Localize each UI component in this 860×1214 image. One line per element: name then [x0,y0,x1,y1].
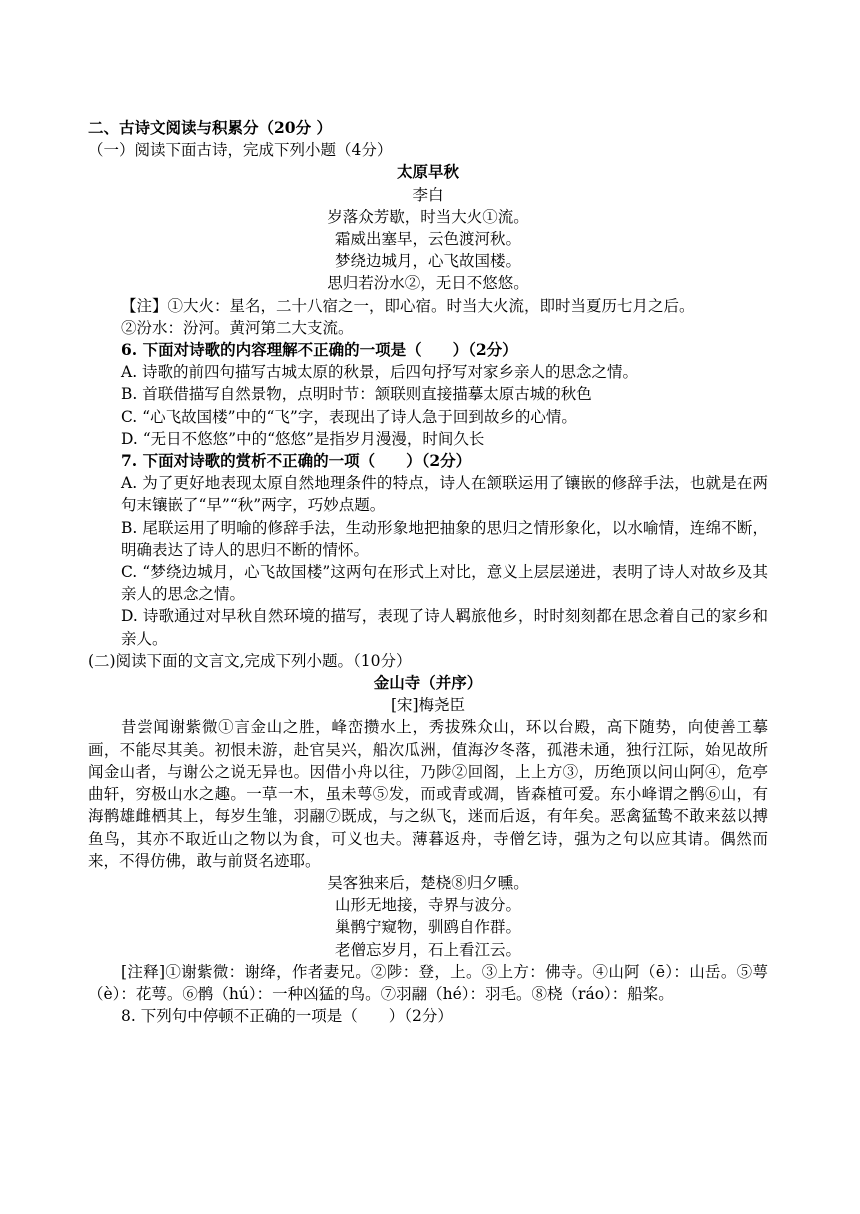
question-6-option: D. “无日不悠悠”中的“悠悠”是指岁月漫漫，时间久长 [121,429,485,448]
question-6-option: A. 诗歌的前四句描写古城太原的秋景，后四句抒写对家乡亲人的思念之情。 [121,363,639,382]
prose-notes: [注释]①谢紫微：谢绛，作者妻兄。②陟：登，上。③上方：佛寺。④山阿（ē）：山岳。⑤萼（è）：花萼。⑥鹘（hú）：一种凶猛的鸟。⑦羽翮（hé）：羽毛。⑧桡（ráo）：船桨。 [88,962,768,1003]
question-7-option: C. “梦绕边城月，心飞故国楼”这两句在形式上对比，意义上层层递进，表明了诗人对故乡及其亲人的思念之情。 [121,563,768,604]
poem-note: ②汾水：汾河。黄河第二大支流。 [121,318,354,337]
poem-line: 思归若汾水②，无日不悠悠。 [327,274,529,293]
part1-intro: （一）阅读下面古诗，完成下列小题（4分） [88,141,393,160]
question-7-option: D. 诗歌通过对早秋自然环境的描写，表现了诗人羁旅他乡，时时刻刻都在思念着自己的家乡和亲人。 [121,607,768,648]
poem-note: 【注】①大火：星名，二十八宿之一，即心宿。时当大火流，即时当夏历七月之后。 [121,296,695,315]
prose-poem-line: 山形无地接，寺界与波分。 [334,896,521,915]
poem-title: 太原早秋 [396,162,459,182]
question-7-option: A. 为了更好地表现太原自然地理条件的特点，诗人在颔联运用了镶嵌的修辞手法，也就是在两句末镶嵌了“早”“秋”两字，巧妙点题。 [121,474,768,515]
poem-line: 霜威出塞早，云色渡河秋。 [334,230,521,249]
question-8-stem: 8. 下列句中停顿不正确的一项是（ ）（2分） [121,1007,453,1026]
prose-preface: 昔尝闻谢紫微①言金山之胜，峰峦攒水上，秀拔殊众山，环以台殿，高下随势，向使善工摹画，不能尽其美。初恨未游，赴官吴兴，船次瓜洲，值海汐冬落，孤港未通，独行江际，始见故所闻金山者，与谢公之说无异也。因借小舟以往，乃陟②回阁，上上方③，历绝顶以问山阿④，危亭曲轩，穷极山水之趣。一草一木，虽未萼⑤发，而或青或凋，皆森植可爱。东小峰谓之鹘⑥山，有海鹘雄雌栖其上，每岁生雏，羽翮⑦既成，与之纵飞，迷而后返，有年矣。恶禽猛鸷不敢来兹以搏鱼鸟，其亦不取近山之物以为食，可义也夫。薄暮返舟，寺僧乞诗，强为之句以应其请。偶然而来，不得仿佛，敢与前贤名迹耶。 [88,718,768,870]
poem-author: 李白 [412,185,444,204]
poem-line: 梦绕边城月，心飞故国楼。 [334,252,521,271]
prose-poem-line: 巢鹘宁窥物，驯鸥自作群。 [334,918,521,937]
prose-title: 金山寺（并序） [373,673,483,693]
prose-poem-line: 吴客独来后，楚桡⑧归夕曛。 [327,873,529,892]
section-heading: 二、古诗文阅读与积累分（20分 ） [88,118,332,137]
question-6-option: C. “心飞故国楼”中的“飞”字，表现出了诗人急于回到故乡的心情。 [121,407,577,426]
question-7-option: B. 尾联运用了明喻的修辞手法，生动形象地把抽象的思归之情形象化，以水喻情，连绵不断，明确表达了诗人的思归不断的情怀。 [121,518,768,559]
prose-author: [宋]梅尧臣 [390,696,466,715]
part2-intro: (二)阅读下面的文言文,完成下列小题。（10分） [88,651,412,670]
question-6-stem: 6. 下面对诗歌的内容理解不正确的一项是（ ）（2分） [121,340,518,360]
question-7-stem: 7. 下面对诗歌的赏析不正确的一项（ ）（2分） [121,451,472,471]
exam-page [88,117,768,1027]
question-6-option: B. 首联借描写自然景物，点明时节：颔联则直接描摹太原古城的秋色 [121,385,592,404]
prose-poem-line: 老僧忘岁月，石上看江云。 [334,940,521,959]
poem-line: 岁落众芳歇，时当大火①流。 [327,207,529,226]
